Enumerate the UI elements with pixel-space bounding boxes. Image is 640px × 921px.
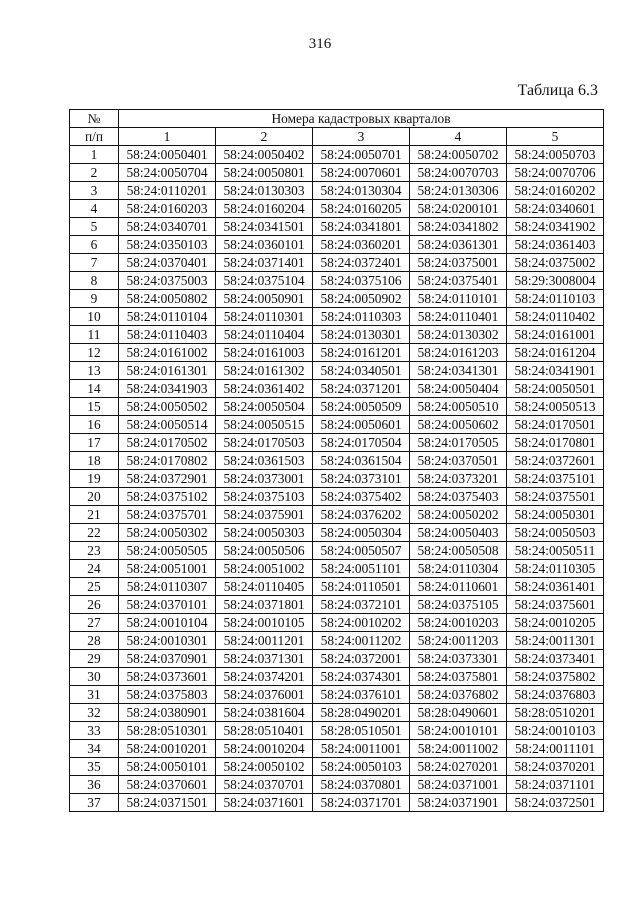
- table-row: [70, 758, 604, 776]
- table-body: [70, 146, 604, 812]
- cadastral-number-cell: 58:24:0375402: [313, 488, 410, 506]
- cadastral-number-cell: 58:24:0170503: [216, 434, 313, 452]
- cadastral-number-cell: 58:24:0380901: [119, 704, 216, 722]
- cadastral-number-cell: 58:24:0050508: [410, 542, 507, 560]
- table-row: [70, 164, 604, 182]
- cadastral-number-cell: 58:24:0050506: [216, 542, 313, 560]
- cadastral-number-cell: 58:24:0011002: [410, 740, 507, 758]
- cadastral-number-cell: 58:24:0376803: [507, 686, 604, 704]
- cadastral-number-cell: 58:24:0010202: [313, 614, 410, 632]
- cadastral-number-cell: 58:24:0161003: [216, 344, 313, 362]
- header-row-group: [70, 110, 604, 128]
- row-number: 37: [70, 794, 119, 812]
- table-row: [70, 650, 604, 668]
- cadastral-number-cell: 58:24:0370101: [119, 596, 216, 614]
- cadastral-number-cell: 58:24:0050601: [313, 416, 410, 434]
- cadastral-number-cell: 58:24:0371201: [313, 380, 410, 398]
- cadastral-number-cell: 58:24:0011301: [507, 632, 604, 650]
- table-row: [70, 452, 604, 470]
- cadastral-number-cell: 58:24:0160203: [119, 200, 216, 218]
- table-row: [70, 722, 604, 740]
- cadastral-number-cell: 58:24:0050301: [507, 506, 604, 524]
- cadastral-number-cell: 58:24:0050401: [119, 146, 216, 164]
- row-number: 28: [70, 632, 119, 650]
- cadastral-number-cell: 58:24:0341802: [410, 218, 507, 236]
- cadastral-number-cell: 58:24:0341501: [216, 218, 313, 236]
- cadastral-number-cell: 58:24:0050514: [119, 416, 216, 434]
- cadastral-number-cell: 58:24:0051001: [119, 560, 216, 578]
- row-number: 26: [70, 596, 119, 614]
- cadastral-number-cell: 58:24:0375601: [507, 596, 604, 614]
- cadastral-number-cell: 58:24:0360201: [313, 236, 410, 254]
- row-number: 35: [70, 758, 119, 776]
- cadastral-number-cell: 58:24:0375102: [119, 488, 216, 506]
- cadastral-number-cell: 58:24:0110303: [313, 308, 410, 326]
- cadastral-number-cell: 58:24:0370501: [410, 452, 507, 470]
- row-number: 32: [70, 704, 119, 722]
- cadastral-number-cell: 58:24:0011101: [507, 740, 604, 758]
- table-row: [70, 686, 604, 704]
- cadastral-number-cell: 58:24:0340701: [119, 218, 216, 236]
- cadastral-number-cell: 58:24:0375803: [119, 686, 216, 704]
- cadastral-number-cell: 58:28:0510301: [119, 722, 216, 740]
- row-number: 22: [70, 524, 119, 542]
- cadastral-number-cell: 58:24:0110305: [507, 560, 604, 578]
- cadastral-number-cell: 58:24:0051101: [313, 560, 410, 578]
- cadastral-number-cell: 58:24:0050102: [216, 758, 313, 776]
- cadastral-number-cell: 58:24:0161203: [410, 344, 507, 362]
- cadastral-number-cell: 58:24:0130304: [313, 182, 410, 200]
- table-row: [70, 596, 604, 614]
- cadastral-number-cell: 58:24:0050513: [507, 398, 604, 416]
- cadastral-number-cell: 58:24:0050202: [410, 506, 507, 524]
- table-row: [70, 146, 604, 164]
- cadastral-number-cell: 58:24:0070601: [313, 164, 410, 182]
- cadastral-number-cell: 58:24:0376101: [313, 686, 410, 704]
- cadastral-number-cell: 58:24:0050103: [313, 758, 410, 776]
- cadastral-number-cell: 58:24:0050101: [119, 758, 216, 776]
- cadastral-number-cell: 58:24:0161201: [313, 344, 410, 362]
- column-header: 4: [410, 128, 507, 146]
- cadastral-number-cell: 58:24:0010204: [216, 740, 313, 758]
- table-row: [70, 488, 604, 506]
- cadastral-number-cell: 58:24:0376802: [410, 686, 507, 704]
- cadastral-number-cell: 58:24:0340601: [507, 200, 604, 218]
- table-row: [70, 398, 604, 416]
- cadastral-number-cell: 58:29:3008004: [507, 272, 604, 290]
- cadastral-number-cell: 58:24:0050507: [313, 542, 410, 560]
- cadastral-number-cell: 58:24:0051002: [216, 560, 313, 578]
- table-row: [70, 344, 604, 362]
- page-number: 316: [308, 36, 332, 52]
- table-row: [70, 380, 604, 398]
- row-number: 9: [70, 290, 119, 308]
- table-row: [70, 218, 604, 236]
- cadastral-number-cell: 58:24:0010104: [119, 614, 216, 632]
- cadastral-number-cell: 58:24:0130301: [313, 326, 410, 344]
- row-number: 31: [70, 686, 119, 704]
- table-row: [70, 200, 604, 218]
- cadastral-number-cell: 58:24:0110401: [410, 308, 507, 326]
- row-number: 7: [70, 254, 119, 272]
- row-number: 13: [70, 362, 119, 380]
- cadastral-number-cell: 58:24:0130303: [216, 182, 313, 200]
- cadastral-number-cell: 58:24:0373401: [507, 650, 604, 668]
- group-header: Номера кадастровых кварталов: [119, 110, 604, 128]
- cadastral-number-cell: 58:24:0361403: [507, 236, 604, 254]
- table-row: [70, 668, 604, 686]
- row-number: 15: [70, 398, 119, 416]
- cadastral-number-cell: 58:24:0371001: [410, 776, 507, 794]
- cadastral-number-cell: 58:24:0010105: [216, 614, 313, 632]
- cadastral-number-cell: 58:24:0361503: [216, 452, 313, 470]
- cadastral-number-cell: 58:24:0161301: [119, 362, 216, 380]
- cadastral-number-cell: 58:24:0376001: [216, 686, 313, 704]
- cadastral-number-cell: 58:24:0011201: [216, 632, 313, 650]
- cadastral-number-cell: 58:24:0050902: [313, 290, 410, 308]
- row-number: 8: [70, 272, 119, 290]
- cadastral-number-cell: 58:24:0371801: [216, 596, 313, 614]
- cadastral-number-cell: 58:24:0161204: [507, 344, 604, 362]
- cadastral-number-cell: 58:24:0340501: [313, 362, 410, 380]
- cadastral-number-cell: 58:28:0510401: [216, 722, 313, 740]
- cadastral-number-cell: 58:24:0050511: [507, 542, 604, 560]
- cadastral-number-cell: 58:24:0375104: [216, 272, 313, 290]
- column-header: 1: [119, 128, 216, 146]
- row-number: 27: [70, 614, 119, 632]
- table-caption: Таблица 6.3: [517, 82, 598, 99]
- cadastral-number-cell: 58:24:0170505: [410, 434, 507, 452]
- row-number: 23: [70, 542, 119, 560]
- row-number: 1: [70, 146, 119, 164]
- cadastral-number-cell: 58:24:0010201: [119, 740, 216, 758]
- cadastral-number-cell: 58:24:0161002: [119, 344, 216, 362]
- cadastral-number-cell: 58:24:0372101: [313, 596, 410, 614]
- row-number: 2: [70, 164, 119, 182]
- row-number: 17: [70, 434, 119, 452]
- row-number: 33: [70, 722, 119, 740]
- table-row: [70, 578, 604, 596]
- cadastral-number-cell: 58:24:0341301: [410, 362, 507, 380]
- table-row: [70, 272, 604, 290]
- row-number: 16: [70, 416, 119, 434]
- cadastral-number-cell: 58:24:0372501: [507, 794, 604, 812]
- cadastral-number-cell: 58:24:0372601: [507, 452, 604, 470]
- row-number: 14: [70, 380, 119, 398]
- cadastral-number-cell: 58:24:0361401: [507, 578, 604, 596]
- row-number: 25: [70, 578, 119, 596]
- num-header-bottom: п/п: [70, 128, 119, 146]
- row-number: 12: [70, 344, 119, 362]
- cadastral-number-cell: 58:24:0161001: [507, 326, 604, 344]
- cadastral-number-cell: 58:24:0375002: [507, 254, 604, 272]
- table-row: [70, 632, 604, 650]
- cadastral-table: [69, 109, 604, 812]
- header-row-columns: [70, 128, 604, 146]
- cadastral-number-cell: 58:24:0341902: [507, 218, 604, 236]
- cadastral-number-cell: 58:24:0371701: [313, 794, 410, 812]
- cadastral-number-cell: 58:24:0110304: [410, 560, 507, 578]
- row-number: 36: [70, 776, 119, 794]
- cadastral-number-cell: 58:24:0200101: [410, 200, 507, 218]
- table-row: [70, 524, 604, 542]
- cadastral-number-cell: 58:24:0370201: [507, 758, 604, 776]
- cadastral-number-cell: 58:24:0010301: [119, 632, 216, 650]
- table-row: [70, 740, 604, 758]
- cadastral-number-cell: 58:24:0050404: [410, 380, 507, 398]
- cadastral-number-cell: 58:24:0011001: [313, 740, 410, 758]
- cadastral-number-cell: 58:24:0341901: [507, 362, 604, 380]
- cadastral-number-cell: 58:24:0373301: [410, 650, 507, 668]
- cadastral-number-cell: 58:24:0010103: [507, 722, 604, 740]
- cadastral-number-cell: 58:24:0375801: [410, 668, 507, 686]
- row-number: 18: [70, 452, 119, 470]
- row-number: 5: [70, 218, 119, 236]
- cadastral-number-cell: 58:24:0110301: [216, 308, 313, 326]
- cadastral-number-cell: 58:24:0110601: [410, 578, 507, 596]
- cadastral-number-cell: 58:24:0371401: [216, 254, 313, 272]
- cadastral-number-cell: 58:24:0050602: [410, 416, 507, 434]
- cadastral-number-cell: 58:24:0130306: [410, 182, 507, 200]
- cadastral-number-cell: 58:28:0510501: [313, 722, 410, 740]
- row-number: 10: [70, 308, 119, 326]
- cadastral-number-cell: 58:24:0050704: [119, 164, 216, 182]
- cadastral-number-cell: 58:24:0050505: [119, 542, 216, 560]
- cadastral-number-cell: 58:24:0050802: [119, 290, 216, 308]
- cadastral-number-cell: 58:24:0011202: [313, 632, 410, 650]
- row-number: 4: [70, 200, 119, 218]
- cadastral-number-cell: 58:24:0110103: [507, 290, 604, 308]
- cadastral-number-cell: 58:24:0050702: [410, 146, 507, 164]
- cadastral-number-cell: 58:24:0341801: [313, 218, 410, 236]
- cadastral-number-cell: 58:24:0160205: [313, 200, 410, 218]
- cadastral-number-cell: 58:28:0510201: [507, 704, 604, 722]
- cadastral-number-cell: 58:24:0370901: [119, 650, 216, 668]
- table-row: [70, 470, 604, 488]
- cadastral-number-cell: 58:24:0375101: [507, 470, 604, 488]
- cadastral-number-cell: 58:24:0050302: [119, 524, 216, 542]
- cadastral-number-cell: 58:24:0375501: [507, 488, 604, 506]
- cadastral-number-cell: 58:24:0160204: [216, 200, 313, 218]
- cadastral-number-cell: 58:24:0170801: [507, 434, 604, 452]
- table-row: [70, 794, 604, 812]
- table-row: [70, 236, 604, 254]
- table-row: [70, 434, 604, 452]
- cadastral-number-cell: 58:24:0070703: [410, 164, 507, 182]
- cadastral-number-cell: 58:24:0381604: [216, 704, 313, 722]
- table-row: [70, 290, 604, 308]
- cadastral-number-cell: 58:24:0361504: [313, 452, 410, 470]
- cadastral-number-cell: 58:24:0372001: [313, 650, 410, 668]
- cadastral-number-cell: 58:28:0490201: [313, 704, 410, 722]
- cadastral-number-cell: 58:24:0373201: [410, 470, 507, 488]
- cadastral-number-cell: 58:24:0050501: [507, 380, 604, 398]
- row-number: 24: [70, 560, 119, 578]
- table-row: [70, 308, 604, 326]
- cadastral-number-cell: 58:24:0110402: [507, 308, 604, 326]
- cadastral-number-cell: 58:24:0050403: [410, 524, 507, 542]
- cadastral-number-cell: 58:24:0375403: [410, 488, 507, 506]
- cadastral-number-cell: 58:24:0371101: [507, 776, 604, 794]
- cadastral-number-cell: 58:24:0376202: [313, 506, 410, 524]
- cadastral-number-cell: 58:24:0360101: [216, 236, 313, 254]
- table-row: [70, 614, 604, 632]
- cadastral-number-cell: 58:24:0341903: [119, 380, 216, 398]
- cadastral-number-cell: 58:24:0375106: [313, 272, 410, 290]
- cadastral-number-cell: 58:24:0161302: [216, 362, 313, 380]
- row-number: 21: [70, 506, 119, 524]
- table-row: [70, 182, 604, 200]
- cadastral-number-cell: 58:24:0372901: [119, 470, 216, 488]
- cadastral-number-cell: 58:24:0361402: [216, 380, 313, 398]
- cadastral-number-cell: 58:24:0374301: [313, 668, 410, 686]
- cadastral-number-cell: 58:24:0375802: [507, 668, 604, 686]
- column-header: 2: [216, 128, 313, 146]
- cadastral-number-cell: 58:24:0370701: [216, 776, 313, 794]
- num-header-top: №: [70, 110, 119, 128]
- table-row: [70, 776, 604, 794]
- table-row: [70, 362, 604, 380]
- cadastral-number-cell: 58:24:0110404: [216, 326, 313, 344]
- cadastral-number-cell: 58:24:0110403: [119, 326, 216, 344]
- cadastral-number-cell: 58:24:0370401: [119, 254, 216, 272]
- cadastral-number-cell: 58:24:0110104: [119, 308, 216, 326]
- cadastral-number-cell: 58:24:0110405: [216, 578, 313, 596]
- cadastral-number-cell: 58:24:0270201: [410, 758, 507, 776]
- cadastral-number-cell: 58:24:0050402: [216, 146, 313, 164]
- cadastral-number-cell: 58:24:0050304: [313, 524, 410, 542]
- row-number: 20: [70, 488, 119, 506]
- table-row: [70, 326, 604, 344]
- cadastral-number-cell: 58:24:0170802: [119, 452, 216, 470]
- row-number: 19: [70, 470, 119, 488]
- cadastral-number-cell: 58:24:0050502: [119, 398, 216, 416]
- column-header: 5: [507, 128, 604, 146]
- cadastral-number-cell: 58:24:0375105: [410, 596, 507, 614]
- cadastral-number-cell: 58:24:0050701: [313, 146, 410, 164]
- cadastral-number-cell: 58:24:0373601: [119, 668, 216, 686]
- cadastral-number-cell: 58:24:0373101: [313, 470, 410, 488]
- cadastral-number-cell: 58:24:0374201: [216, 668, 313, 686]
- cadastral-number-cell: 58:24:0371901: [410, 794, 507, 812]
- cadastral-number-cell: 58:24:0110307: [119, 578, 216, 596]
- cadastral-number-cell: 58:24:0050703: [507, 146, 604, 164]
- cadastral-number-cell: 58:24:0170502: [119, 434, 216, 452]
- table-row: [70, 506, 604, 524]
- cadastral-number-cell: 58:24:0373001: [216, 470, 313, 488]
- cadastral-number-cell: 58:24:0375003: [119, 272, 216, 290]
- cadastral-number-cell: 58:24:0010203: [410, 614, 507, 632]
- cadastral-number-cell: 58:24:0361301: [410, 236, 507, 254]
- cadastral-number-cell: 58:24:0372401: [313, 254, 410, 272]
- table-row: [70, 560, 604, 578]
- row-number: 29: [70, 650, 119, 668]
- cadastral-number-cell: 58:24:0050801: [216, 164, 313, 182]
- cadastral-number-cell: 58:24:0110101: [410, 290, 507, 308]
- row-number: 30: [70, 668, 119, 686]
- table-row: [70, 416, 604, 434]
- cadastral-number-cell: 58:24:0050509: [313, 398, 410, 416]
- cadastral-number-cell: 58:24:0160202: [507, 182, 604, 200]
- cadastral-number-cell: 58:24:0375401: [410, 272, 507, 290]
- cadastral-number-cell: 58:24:0370601: [119, 776, 216, 794]
- cadastral-number-cell: 58:24:0130302: [410, 326, 507, 344]
- cadastral-number-cell: 58:24:0010205: [507, 614, 604, 632]
- cadastral-number-cell: 58:24:0050510: [410, 398, 507, 416]
- cadastral-number-cell: 58:24:0110501: [313, 578, 410, 596]
- cadastral-number-cell: 58:24:0375701: [119, 506, 216, 524]
- cadastral-number-cell: 58:24:0375901: [216, 506, 313, 524]
- cadastral-number-cell: 58:24:0371301: [216, 650, 313, 668]
- cadastral-number-cell: 58:24:0110201: [119, 182, 216, 200]
- row-number: 6: [70, 236, 119, 254]
- cadastral-number-cell: 58:24:0370801: [313, 776, 410, 794]
- cadastral-number-cell: 58:24:0010101: [410, 722, 507, 740]
- cadastral-number-cell: 58:24:0371601: [216, 794, 313, 812]
- table-row: [70, 254, 604, 272]
- cadastral-number-cell: 58:24:0170501: [507, 416, 604, 434]
- cadastral-number-cell: 58:24:0050901: [216, 290, 313, 308]
- cadastral-number-cell: 58:24:0170504: [313, 434, 410, 452]
- cadastral-number-cell: 58:24:0375103: [216, 488, 313, 506]
- cadastral-number-cell: 58:24:0371501: [119, 794, 216, 812]
- cadastral-number-cell: 58:24:0050503: [507, 524, 604, 542]
- cadastral-number-cell: 58:24:0375001: [410, 254, 507, 272]
- row-number: 34: [70, 740, 119, 758]
- cadastral-number-cell: 58:24:0050504: [216, 398, 313, 416]
- row-number: 11: [70, 326, 119, 344]
- column-header: 3: [313, 128, 410, 146]
- cadastral-number-cell: 58:24:0070706: [507, 164, 604, 182]
- table-row: [70, 704, 604, 722]
- cadastral-number-cell: 58:24:0350103: [119, 236, 216, 254]
- row-number: 3: [70, 182, 119, 200]
- cadastral-number-cell: 58:24:0050515: [216, 416, 313, 434]
- table-row: [70, 542, 604, 560]
- cadastral-number-cell: 58:24:0011203: [410, 632, 507, 650]
- cadastral-number-cell: 58:28:0490601: [410, 704, 507, 722]
- cadastral-number-cell: 58:24:0050303: [216, 524, 313, 542]
